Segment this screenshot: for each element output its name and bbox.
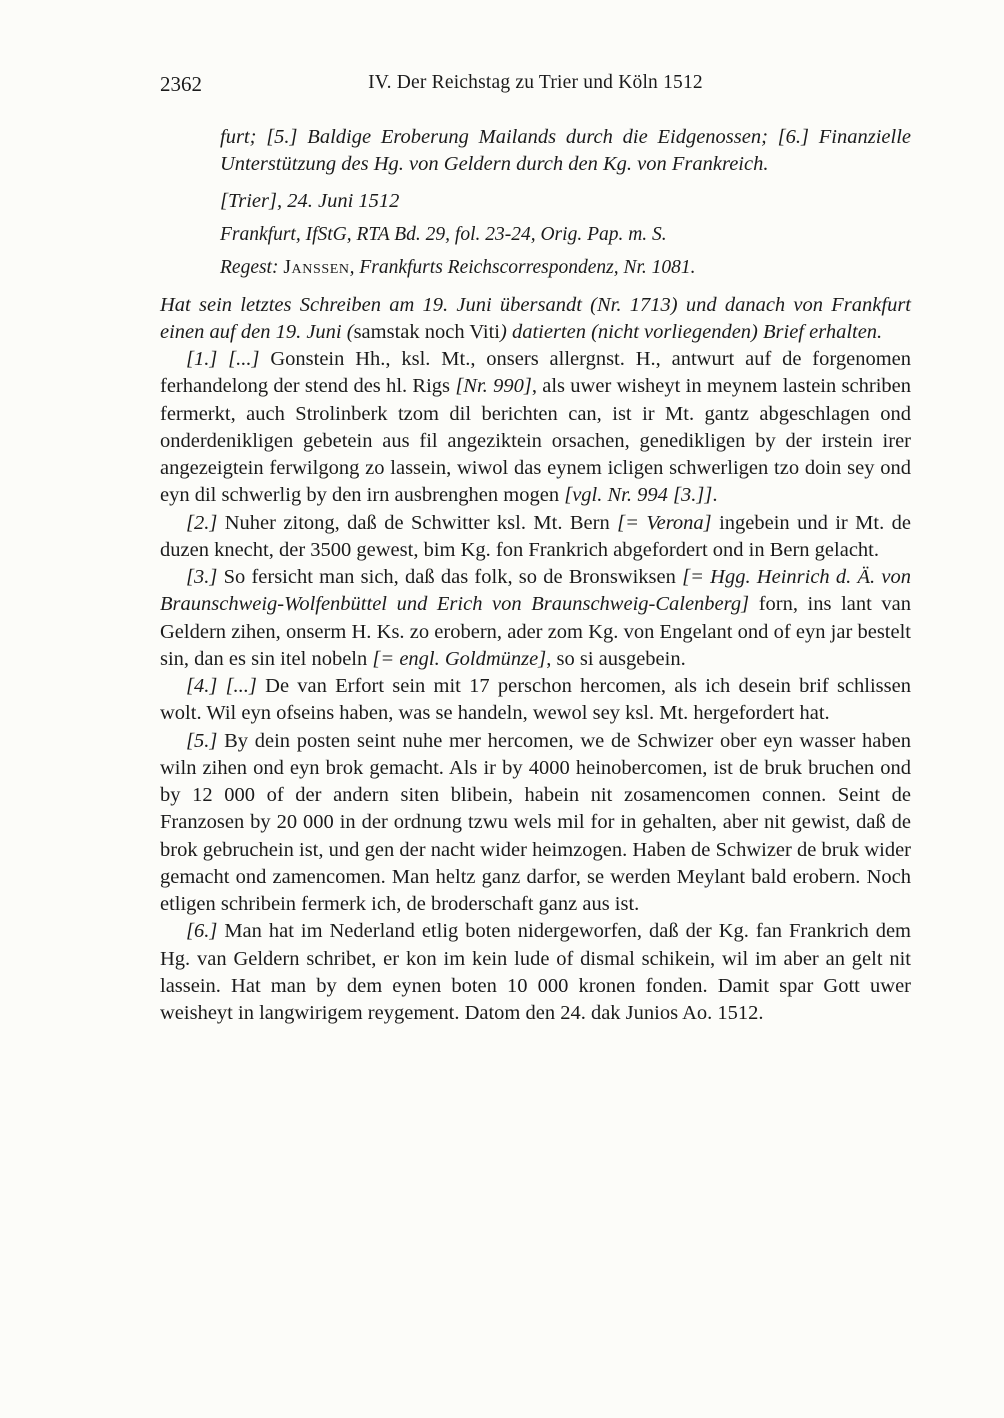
page-number: 2362 — [160, 72, 202, 96]
text-run: , Frankfurts Reichscorrespondenz, Nr. 1081. — [349, 256, 696, 278]
text-run: [Trier], 24. Juni 1512 — [220, 189, 400, 212]
text-run: By dein posten seint nuhe mer hercomen, we de Schwizer ober eyn wasser haben wiln zihen ond eyn brok gemacht. Als ir by 4000 heinobercomen, ist de bruk bruchen ond by 12 000 of der andern siten blibein, habein nit zosamencomen connen. Seint de Franzosen by 20 000 in der ordnung tzwu wels mil for in gehalten, aber nit gewist, daß de brok gebruchein ist, und gen der nacht wider heimzogen. Haben de Schwizer de bruk wider gemacht ond zamencomen. Man heltz ganz darfor, se werden Meylant bald erobern. Noch etligen schribein fermerk ich, de broderschaft ganz aus ist. — [160, 729, 912, 916]
paragraph-3 — [160, 564, 911, 673]
document-body — [160, 124, 911, 1027]
text-run: [Nr. 990] — [455, 375, 532, 398]
paragraph-4 — [160, 673, 911, 728]
abstract — [160, 292, 911, 347]
text-run: furt; [5.] Baldige Eroberung Mailands durch die Eidgenossen; [6.] Finanzielle Unterstützung des Hg. von Geldern durch den Kg. von Frankreich. — [220, 126, 911, 176]
paragraph-2 — [160, 510, 911, 565]
text-run: Hat sein letztes Schreiben am 19. Juni übersandt (Nr. 1713) und danach von Frankfurt einen auf den 19. Juni ( — [160, 293, 911, 343]
summary — [220, 124, 911, 179]
text-run: ) datierten (nicht vorliegenden) Brief erhalten. — [500, 320, 883, 343]
dateline — [220, 188, 911, 215]
paragraph-1 — [160, 346, 911, 510]
paragraph-6 — [160, 918, 911, 1027]
text-run: ingebein und ir Mt. de duzen knecht, der 3500 gewest, bim Kg. fon Frankrich abgefordert ond in Bern gelacht. — [160, 511, 911, 561]
text-run: [vgl. Nr. 994 [3.]] — [564, 484, 713, 507]
text-run: , als uwer wisheyt in meynem lastein schriben fermerkt, auch Strolinberk tzom dil berichten can, ist ir Mt. gantz abgeschlagen ond onderdenikligen gebetein aus fil angeziktein orsachen, genedikligen by der irstein irer angezeigtein ferwilgong zo lassein, wiwol das eynem icligen schwerligen tzo doin sey ond eyn dil schwerlig by den irn ausbrenghen mogen — [160, 375, 911, 507]
text-run: [= Verona] — [617, 511, 712, 534]
text-run: [5.] — [186, 729, 225, 752]
text-run: Regest: — [220, 256, 284, 278]
text-run: Gonstein Hh., ksl. Mt., onsers allergnst. H., antwurt auf de forgenomen ferhandelong der stend des hl. Rigs — [160, 348, 911, 398]
text-run: Frankfurt, IfStG, RTA Bd. 29, fol. 23-24, Orig. Pap. m. S. — [220, 223, 667, 245]
text-run: [4.] [...] — [186, 675, 266, 698]
text-run: forn, ins lant van Geldern zihen, onserm H. Ks. zo erobern, ader zom Kg. von Engelant ond of eyn jar bestelt sin, dan es sin itel nobeln — [160, 593, 911, 670]
text-run: So fersicht man sich, daß das folk, so de Bronswiksen — [223, 566, 683, 589]
text-run: [1.] [...] — [186, 348, 271, 371]
paragraph-5 — [160, 728, 911, 919]
page-header — [160, 72, 911, 102]
text-run: De van Erfort sein mit 17 perschon hercomen, als ich desein brif schlissen wolt. Wil eyn ofseins haben, was se handeln, wewol sey ksl. Mt. hergefordert hat. — [160, 675, 911, 725]
text-run: [3.] — [186, 566, 224, 589]
source-line — [220, 222, 911, 248]
regest-line — [220, 255, 911, 281]
running-head: IV. Der Reichstag zu Trier und Köln 1512 — [368, 72, 703, 93]
text-run: Man hat im Nederland etlig boten nidergeworfen, daß der Kg. fan Frankrich dem Hg. van Geldern schribet, er kon im kein lude of dismal schikein, wil im aber an gelt nit lassein. Hat man by dem eynen boten 10 000 kronen fonden. Damit spar Gott uwer weisheyt in langwirigem reygement. Datom den 24. dak Junios Ao. 1512. — [160, 920, 911, 1025]
text-run: . — [712, 484, 718, 507]
text-run: , so si ausgebein. — [546, 647, 686, 670]
text-run: [= Hgg. Heinrich d. Ä. von Braunschweig-Wolfenbüttel und Erich von Braunschweig-Calenberg] — [160, 566, 911, 616]
text-run: [2.] — [186, 511, 225, 534]
text-run: samstak noch Viti — [353, 320, 500, 343]
text-run: Nuher zitong, daß de Schwitter ksl. Mt. Bern — [224, 511, 618, 534]
text-run: [= engl. Goldmünze] — [372, 647, 547, 670]
text-run: [6.] — [186, 920, 225, 943]
text-run: Janssen — [283, 256, 350, 278]
